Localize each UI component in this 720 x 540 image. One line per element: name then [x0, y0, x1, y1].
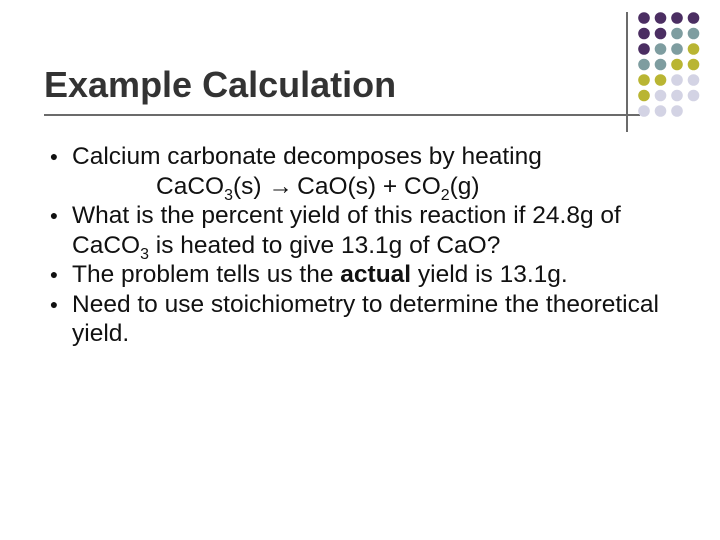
bullet-3-text: The problem tells us the actual yield is 13.1g.	[72, 261, 568, 288]
bullet-4-text: Need to use stoichiometry to determine the theoretical yield.	[72, 290, 659, 347]
decorative-dot	[671, 105, 683, 117]
bullet-item-3	[44, 260, 704, 290]
bullet-icon: ●	[49, 266, 59, 282]
decorative-dot	[688, 74, 700, 86]
decorative-dot	[638, 12, 650, 24]
decorative-dot	[671, 74, 683, 86]
decorative-dot	[688, 12, 700, 24]
decorative-dot	[638, 59, 650, 71]
decorative-dot	[655, 12, 667, 24]
bullet-1-text: Calcium carbonate decomposes by heating	[72, 143, 542, 170]
decorative-dot	[655, 105, 667, 117]
decorative-dot	[688, 43, 700, 55]
decorative-dot	[638, 28, 650, 40]
decorative-dot	[671, 43, 683, 55]
decorative-dot	[655, 28, 667, 40]
decorative-dot	[638, 74, 650, 86]
slide-title: Example Calculation	[44, 64, 397, 105]
decorative-dot	[638, 105, 650, 117]
title-divider	[44, 114, 640, 116]
decorative-dot	[655, 59, 667, 71]
bullet-list	[44, 142, 704, 349]
bullet-2-text: What is the percent yield of this reaction if 24.8g of CaCO$_3$ is heated to give 13.1g of CaO?	[72, 202, 621, 263]
chemical-equation: CaCO$_3$(s) → $CaO(s) + CO_2(g)$	[156, 172, 480, 204]
decorative-dot	[638, 43, 650, 55]
bullet-icon: ●	[49, 295, 59, 312]
decorative-dot	[688, 90, 700, 102]
bullet-icon: ●	[49, 148, 59, 164]
decorative-dot	[688, 59, 700, 71]
reaction-arrow-icon: →	[268, 172, 293, 200]
dot-grid-decoration	[637, 12, 720, 120]
vertical-divider	[626, 12, 628, 132]
decorative-dot	[671, 28, 683, 40]
decorative-dot	[671, 90, 683, 102]
decorative-dot	[655, 90, 667, 102]
bullet-icon: ●	[49, 207, 59, 223]
bullet-item-4	[44, 290, 704, 349]
decorative-dot	[655, 43, 667, 55]
decorative-dot	[671, 59, 683, 71]
decorative-dot	[671, 12, 683, 24]
decorative-dot	[638, 90, 650, 102]
bullet-item-1	[44, 142, 704, 204]
decorative-dot	[655, 74, 667, 86]
bullet-item-2	[44, 201, 704, 263]
decorative-dot	[688, 28, 700, 40]
